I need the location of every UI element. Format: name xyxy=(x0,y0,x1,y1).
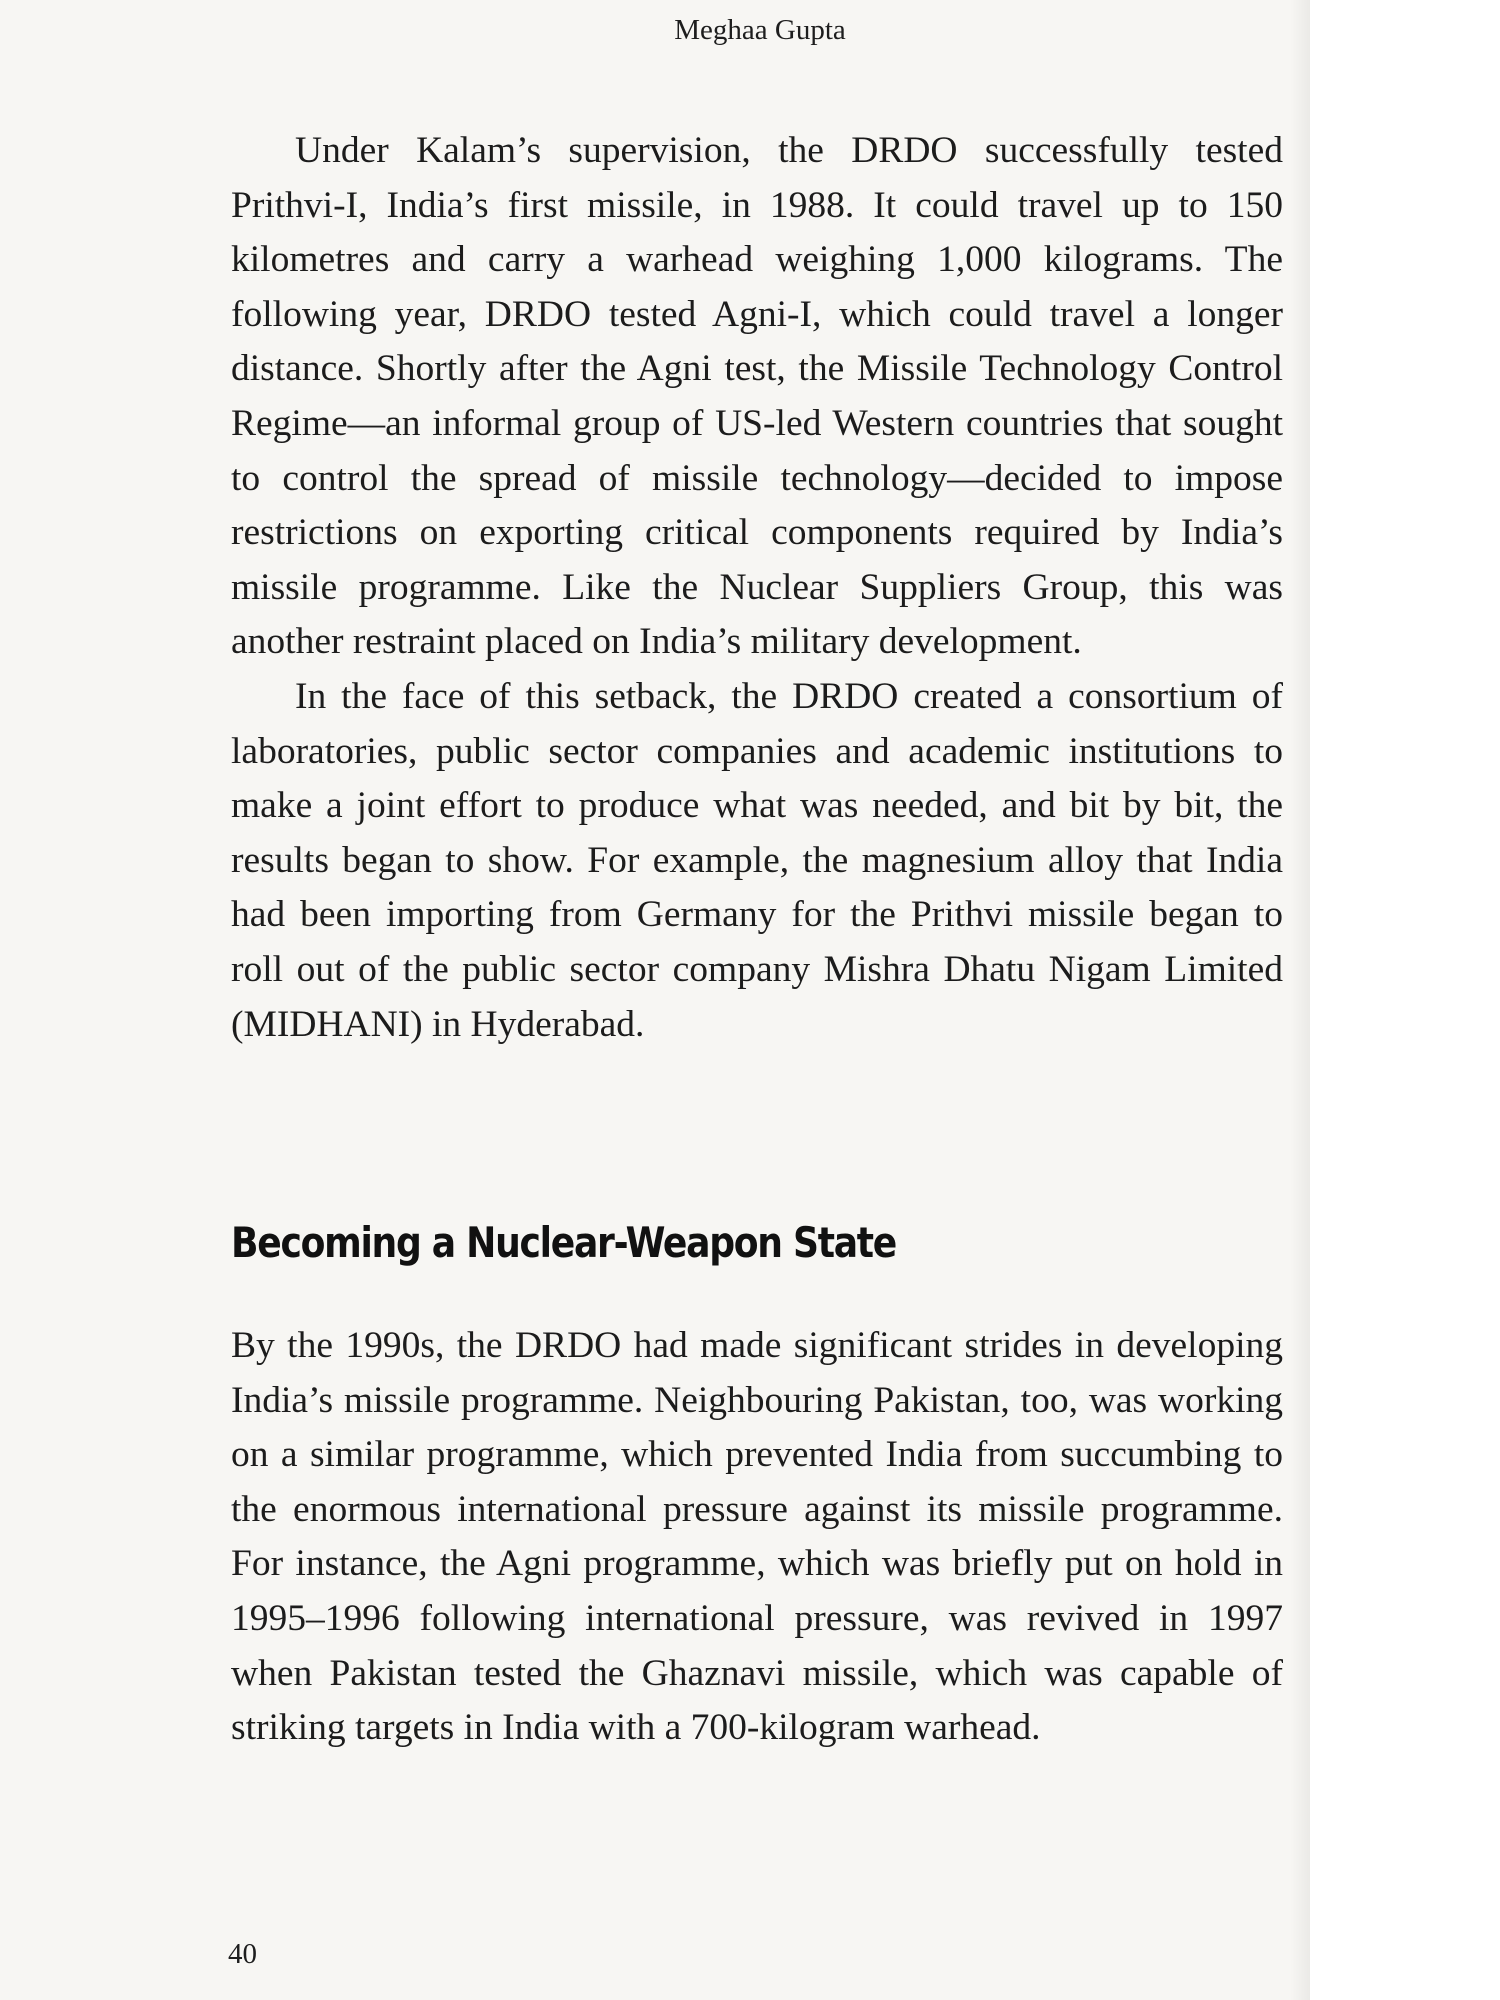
paragraph-missile-programme-1990s: By the 1990s, the DRDO had made significant strides in developing India’s missile programme. Neighbouring Pakistan, too, was working on a similar programme, which prevented India from succumbing to the enormous international pressure against its missile programme. For instance, the Agni programme, which was briefly put on hold in 1995–1996 following international pressure, was revived in 1997 when Pakistan tested the Ghaznavi missile, which was capable of striking targets in India with a 700-kilogram warhead. xyxy=(231,1325,1283,1749)
page-number: 40 xyxy=(228,1938,257,1970)
page-margin xyxy=(1310,0,1500,2000)
body-text-top xyxy=(231,124,1283,1052)
paragraph-kalam-supervision: Under Kalam’s supervision, the DRDO successfully tested Prithvi-I, India’s first missile, in 1988. It could travel up to 150 kilometres and carry a warhead weighing 1,000 kilograms. The following year, DRDO tested Agni-I, which could travel a longer distance. Shortly after the Agni test, the Missile Technology Control Regime—an informal group of US-led Western countries that sought to control the spread of missile technology—decided to impose restrictions on exporting critical components required by India’s missile programme. Like the Nuclear Suppliers Group, this was another restraint placed on India’s military development. xyxy=(231,130,1283,663)
body-text-bottom xyxy=(231,1319,1283,1756)
paragraph-drdo-consortium: In the face of this setback, the DRDO created a consortium of laboratories, public sector companies and academic institutions to make a joint effort to produce what was needed, and bit by bit, the results began to show. For example, the magnesium alloy that India had been importing from Germany for the Prithvi missile began to roll out of the public sector company Mishra Dhatu Nigam Limited (MIDHANI) in Hyderabad. xyxy=(231,675,1283,1045)
page-gutter-shadow xyxy=(1290,0,1310,2000)
section-heading: Becoming a Nuclear-Weapon State xyxy=(231,1218,896,1267)
running-head: Meghaa Gupta xyxy=(674,14,846,46)
